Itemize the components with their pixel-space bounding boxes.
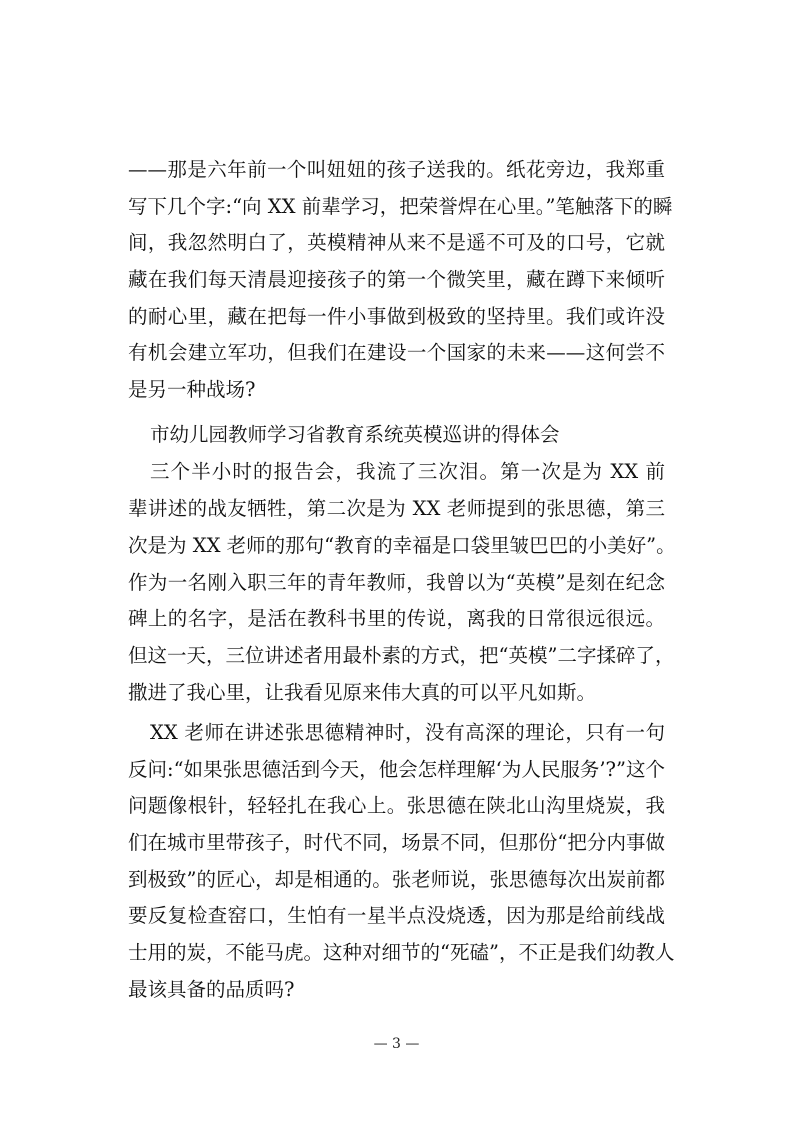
text-line: 辈讲述的战友牺牲，第二次是为 XX 老师提到的张思德，第三 bbox=[128, 497, 665, 520]
text-line: 有机会建立军功，但我们在建设一个国家的未来——这何尝不 bbox=[128, 341, 665, 364]
text-line: 是另一种战场? bbox=[128, 378, 256, 401]
text-line: 但这一天，三位讲述者用最朴素的方式，把“英模”二字揉碎了， bbox=[128, 644, 675, 667]
text-line: 写下几个字:“向 XX 前辈学习，把荣誉焊在心里。”笔触落下的瞬 bbox=[128, 195, 673, 218]
text-line: 们在城市里带孩子，时代不同，场景不同，但那份“把分内事做 bbox=[128, 831, 665, 854]
text-line: 次是为 XX 老师的那句“教育的幸福是口袋里皱巴巴的小美好”。 bbox=[128, 534, 676, 557]
text-line: 的耐心里，藏在把每一件小事做到极致的坚持里。我们或许没 bbox=[128, 305, 665, 328]
text-line: 间，我忽然明白了，英模精神从来不是遥不可及的口号，它就 bbox=[128, 231, 665, 254]
text-line: 反问:“如果张思德活到今天，他会怎样理解‘为人民服务’?”这个 bbox=[128, 758, 665, 781]
section-heading: 市幼儿园教师学习省教育系统英模巡讲的得体会 bbox=[150, 423, 560, 446]
text-line: XX 老师在讲述张思德精神时，没有高深的理论，只有一句 bbox=[150, 721, 665, 744]
text-line: 到极致”的匠心，却是相通的。张老师说，张思德每次出炭前都 bbox=[128, 868, 665, 891]
page-number: — 3 — bbox=[373, 1036, 420, 1052]
text-line: 三个半小时的报告会，我流了三次泪。第一次是为 XX 前 bbox=[150, 460, 665, 483]
text-line: 藏在我们每天清晨迎接孩子的第一个微笑里，藏在蹲下来倾听 bbox=[128, 268, 665, 291]
text-line: 问题像根针，轻轻扎在我心上。张思德在陕北山沟里烧炭，我 bbox=[128, 794, 665, 817]
text-line: 撒进了我心里，让我看见原来伟大真的可以平凡如斯。 bbox=[128, 681, 597, 704]
text-line: 最该具备的品质吗? bbox=[128, 978, 295, 1001]
text-line: 士用的炭，不能马虎。这种对细节的“死磕”，不正是我们幼教人 bbox=[128, 941, 675, 964]
text-line: 作为一名刚入职三年的青年教师，我曾以为“英模”是刻在纪念 bbox=[128, 571, 665, 594]
text-line: 要反复检查窑口，生怕有一星半点没烧透，因为那是给前线战 bbox=[128, 904, 665, 927]
text-line: 碑上的名字，是活在教科书里的传说，离我的日常很远很远。 bbox=[128, 607, 665, 630]
text-line: ——那是六年前一个叫妞妞的孩子送我的。纸花旁边，我郑重 bbox=[128, 158, 665, 181]
